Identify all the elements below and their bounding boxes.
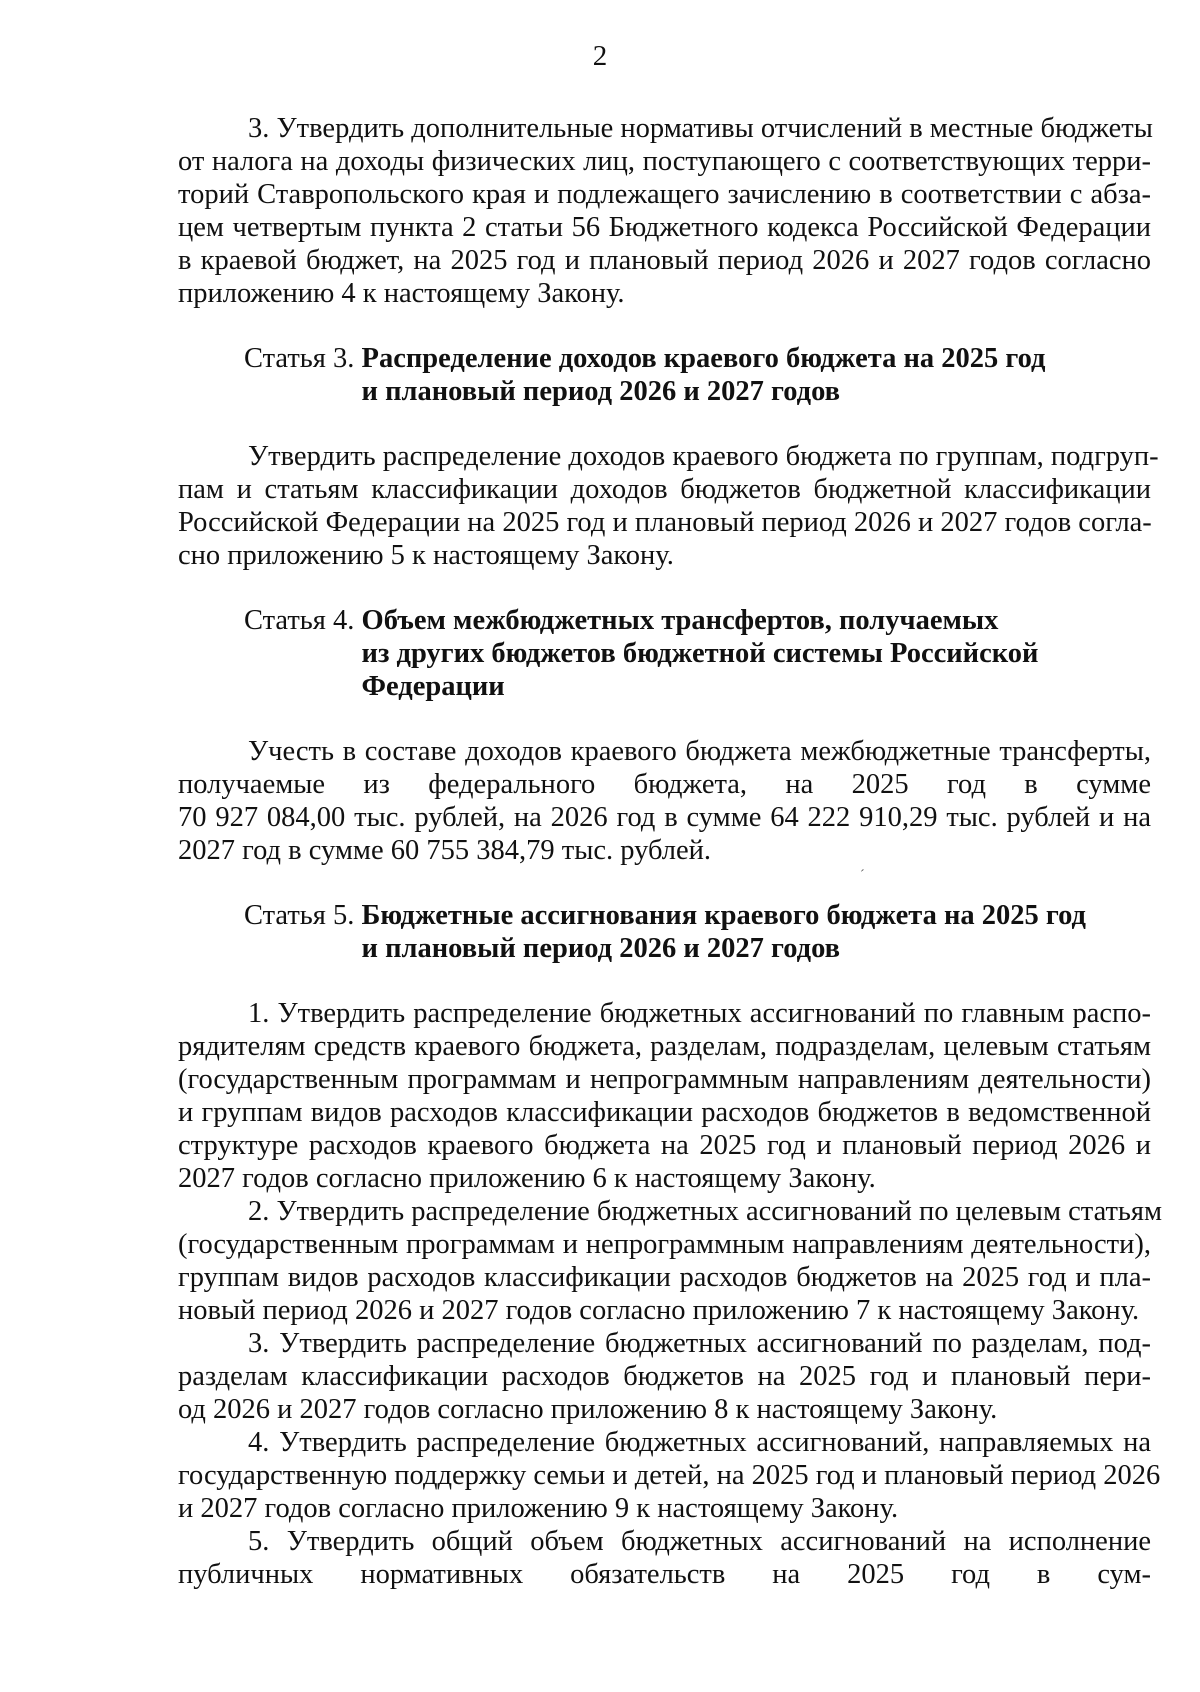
text-line: торий Ставропольского края и подлежащего зачислению в соответствии с абза- [178,179,1151,210]
text-line: приложению 4 к настоящему Закону. [178,278,625,309]
text-line: (государственным программам и непрограммным направлениям деятельности), [178,1229,1151,1260]
article-label: Статья 3. [244,343,355,374]
text-line: 2027 годов согласно приложению 6 к настоящему Закону. [178,1163,876,1194]
article-5-item-3 [178,1327,1151,1426]
text-line: разделам классификации расходов бюджетов на 2025 год и плановый пери- [178,1361,1151,1392]
text-line: пам и статьям классификации доходов бюджетов бюджетной классификации [178,474,1151,505]
title-line: Федерации [361,671,505,702]
article-5-body [178,997,1163,1591]
title-line: Бюджетные ассигнования краевого бюджета на 2025 год [361,900,1086,931]
text-line: новый период 2026 и 2027 годов согласно приложению 7 к настоящему Закону. [178,1295,1140,1326]
article-title [362,899,1086,965]
article-title [362,604,1039,703]
text-line: Утвердить распределение доходов краевого бюджета по группам, подгруп- [248,441,1159,472]
article-3-heading [244,342,1151,408]
text-line: публичных нормативных обязательств на 2025 год в сум- [178,1559,1151,1590]
paragraph-item-3 [178,112,1151,310]
text-line: 1. Утвердить распределение бюджетных ассигнований по главным распо- [248,998,1151,1029]
text-line: цем четвертым пункта 2 статьи 56 Бюджетного кодекса Российской Федерации [178,212,1151,243]
article-4-body [178,735,1151,867]
text-line: сно приложению 5 к настоящему Закону. [178,540,674,571]
text-line: группам видов расходов классификации расходов бюджетов на 2025 год и пла- [178,1262,1151,1293]
text-line: Российской Федерации на 2025 год и плановый период 2026 и 2027 годов согла- [178,507,1152,538]
text-line: 70 927 084,00 тыс. рублей, на 2026 год в сумме 64 222 910,29 тыс. рублей и на [178,802,1151,833]
text-line: государственную поддержку семьи и детей, на 2025 год и плановый период 2026 [178,1460,1161,1491]
article-5-item-2 [178,1195,1163,1327]
text-line: 4. Утвердить распределение бюджетных ассигнований, направляемых на [248,1427,1151,1458]
text-line: и группам видов расходов классификации расходов бюджетов в ведомственной [178,1097,1151,1128]
text-line: получаемые из федерального бюджета, на 2025 год в сумме [178,769,1151,800]
document-body [178,112,1163,1591]
text-line: в краевой бюджет, на 2025 год и плановый период 2026 и 2027 годов согласно [178,245,1151,276]
text-line: 2. Утвердить распределение бюджетных ассигнований по целевым статьям [248,1196,1163,1227]
text-line: Учесть в составе доходов краевого бюджета межбюджетные трансферты, [248,736,1151,767]
article-5-heading [244,899,1151,965]
title-line: и плановый период 2026 и 2027 годов [361,933,841,964]
article-3-body [178,440,1159,572]
text-line: 3. Утвердить распределение бюджетных ассигнований по разделам, под- [248,1328,1151,1359]
pen-mark: ´ [860,868,865,883]
title-line: Распределение доходов краевого бюджета на 2025 год [361,343,1046,374]
title-line: из других бюджетов бюджетной системы Российской [361,638,1039,669]
text-line: (государственным программам и непрограммным направлениям деятельности) [178,1064,1151,1095]
article-5-item-1 [178,997,1151,1195]
text-line: от налога на доходы физических лиц, поступающего с соответствующих терри- [178,146,1151,177]
article-label: Статья 4. [244,605,355,636]
page-number: 2 [592,40,608,72]
text-line: 5. Утвердить общий объем бюджетных ассигнований на исполнение [248,1526,1151,1557]
article-4-heading [244,604,1151,703]
title-line: Объем межбюджетных трансфертов, получаемых [361,605,999,636]
text-line: рядителям средств краевого бюджета, разделам, подразделам, целевым статьям [178,1031,1151,1062]
title-line: и плановый период 2026 и 2027 годов [361,376,841,407]
article-label: Статья 5. [244,900,355,931]
article-title [362,342,1046,408]
text-line: и 2027 годов согласно приложению 9 к настоящему Закону. [178,1493,899,1524]
text-line: 3. Утвердить дополнительные нормативы отчислений в местные бюджеты [248,113,1153,144]
article-5-item-5 [178,1525,1151,1591]
article-5-item-4 [178,1426,1161,1525]
text-line: структуре расходов краевого бюджета на 2025 год и плановый период 2026 и [178,1130,1151,1161]
text-line: од 2026 и 2027 годов согласно приложению 8 к настоящему Закону. [178,1394,998,1425]
text-line: 2027 год в сумме 60 755 384,79 тыс. рублей. [178,835,712,866]
